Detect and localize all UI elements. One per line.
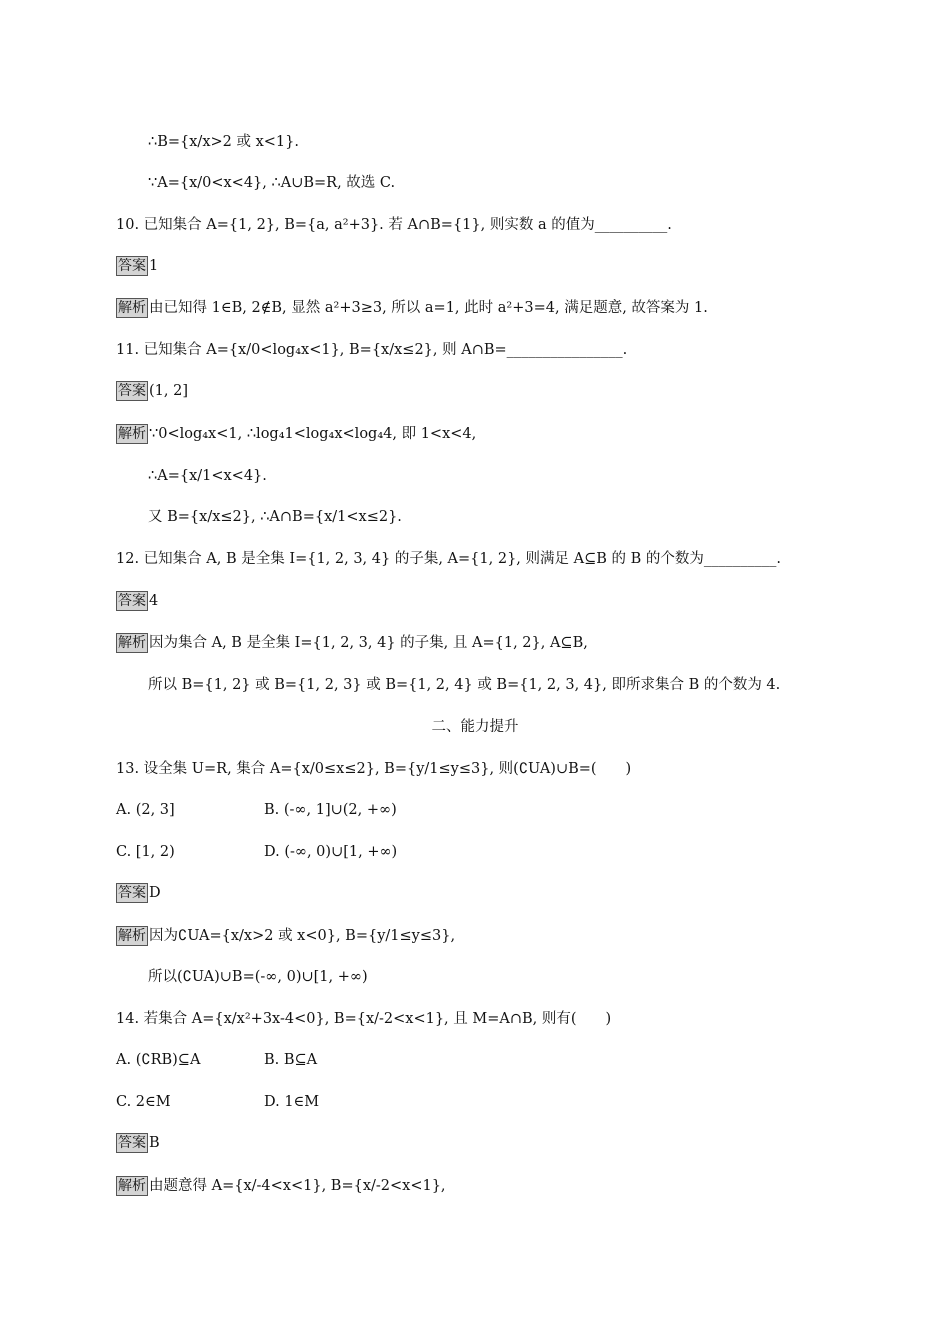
solution-line: 所以 B={1, 2} 或 B={1, 2, 3} 或 B={1, 2, 4} 或 B={1, 2, 3, 4}, 即所求集合 B 的个数为 4. (148, 677, 781, 693)
question-13: 13. 设全集 U=R, 集合 A={x/0≤x≤2}, B={y/1≤y≤3}, 则(∁UA)∪B=( ) (116, 761, 632, 777)
analysis-row: 解析 因为∁UA={x/x>2 或 x<0}, B={y/1≤y≤3}, (118, 928, 456, 944)
section-heading: 二、能力提升 (431, 719, 519, 735)
option-c: C. 2∈M (116, 1094, 171, 1110)
analysis-tag: 解析 (118, 635, 146, 651)
answer-row: 答案 1 (118, 258, 159, 274)
analysis-row: 解析 由题意得 A={x/-4<x<1}, B={x/-2<x<1}, (118, 1178, 446, 1194)
options-row (116, 842, 397, 862)
options-row (116, 1092, 319, 1112)
solution-line: ∴B={x/x>2 或 x<1}. (148, 134, 299, 150)
answer-tag: 答案 (118, 258, 146, 274)
solution-line: 所以(∁UA)∪B=(-∞, 0)∪[1, +∞) (148, 969, 368, 985)
answer-tag: 答案 (118, 1135, 146, 1151)
solution-line: 又 B={x/x≤2}, ∴A∩B={x/1<x≤2}. (148, 509, 402, 525)
option-a: A. (∁RB)⊆A (116, 1052, 201, 1068)
option-c: C. [1, 2) (116, 844, 175, 860)
analysis-tag: 解析 (118, 1178, 146, 1194)
question-14: 14. 若集合 A={x/x²+3x-4<0}, B={x/-2<x<1}, 且 M=A∩B, 则有( ) (116, 1011, 612, 1027)
answer-row: 答案 4 (118, 593, 159, 609)
question-11: 11. 已知集合 A={x/0<log₄x<1}, B={x/x≤2}, 则 A∩B=________________. (116, 342, 628, 358)
option-d: D. (-∞, 0)∪[1, +∞) (264, 844, 398, 860)
answer-tag: 答案 (118, 593, 146, 609)
analysis-row: 解析 ∵0<log₄x<1, ∴log₄1<log₄x<log₄4, 即 1<x<4, (118, 426, 477, 442)
analysis-tag: 解析 (118, 928, 146, 944)
answer-row: 答案 (1, 2] (118, 383, 188, 399)
answer-row: 答案 B (118, 1135, 160, 1151)
option-b: B. (-∞, 1]∪(2, +∞) (264, 802, 397, 818)
option-a: A. (2, 3] (116, 802, 175, 818)
answer-row: 答案 D (118, 885, 161, 901)
answer-tag: 答案 (118, 383, 146, 399)
answer-tag: 答案 (118, 885, 146, 901)
analysis-tag: 解析 (118, 300, 146, 316)
question-10: 10. 已知集合 A={1, 2}, B={a, a²+3}. 若 A∩B={1}, 则实数 a 的值为__________. (116, 217, 672, 233)
options-row (116, 1050, 317, 1070)
analysis-tag: 解析 (118, 426, 146, 442)
analysis-row: 解析 由已知得 1∈B, 2∉B, 显然 a²+3≥3, 所以 a=1, 此时 a²+3=4, 满足题意, 故答案为 1. (118, 300, 708, 316)
option-b: B. B⊆A (264, 1052, 318, 1068)
question-12: 12. 已知集合 A, B 是全集 I={1, 2, 3, 4} 的子集, A={1, 2}, 则满足 A⊆B 的 B 的个数为__________. (116, 551, 781, 567)
solution-line: ∵A={x/0<x<4}, ∴A∪B=R, 故选 C. (148, 175, 396, 191)
analysis-row: 解析 因为集合 A, B 是全集 I={1, 2, 3, 4} 的子集, 且 A={1, 2}, A⊆B, (118, 635, 588, 651)
options-row (116, 800, 397, 820)
option-d: D. 1∈M (264, 1094, 320, 1110)
solution-line: ∴A={x/1<x<4}. (148, 468, 267, 484)
